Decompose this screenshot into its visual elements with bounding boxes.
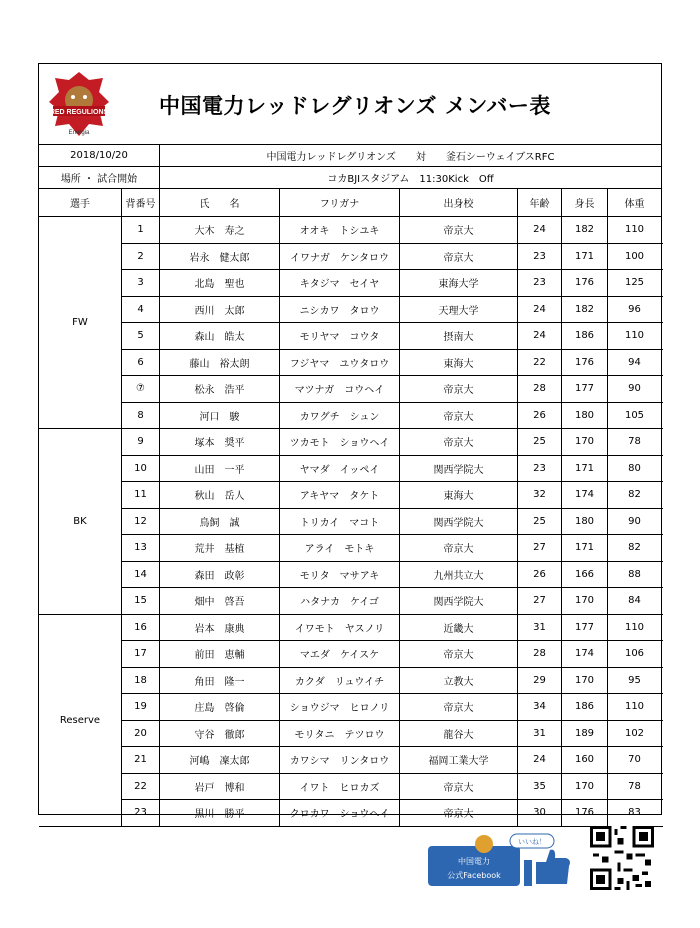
cell-number: 14 xyxy=(121,562,159,588)
table-row xyxy=(121,270,663,297)
column-header-school: 出身校 xyxy=(399,189,517,216)
cell-number: 17 xyxy=(121,641,159,667)
cell-name: 守谷 徹郎 xyxy=(159,721,279,747)
cell-name: 塚本 奨平 xyxy=(159,429,279,455)
table-row xyxy=(121,376,663,403)
cell-name: 岩戸 博和 xyxy=(159,774,279,800)
cell-height: 171 xyxy=(561,244,607,270)
cell-weight: 78 xyxy=(607,774,661,800)
cell-name: 畑中 啓吾 xyxy=(159,588,279,614)
cell-school: 龍谷大 xyxy=(399,721,517,747)
cell-weight: 125 xyxy=(607,270,661,296)
cell-number: 2 xyxy=(121,244,159,270)
cell-school: 帝京大 xyxy=(399,244,517,270)
cell-school: 帝京大 xyxy=(399,403,517,429)
cell-height: 177 xyxy=(561,376,607,402)
cell-number: 13 xyxy=(121,535,159,561)
table-row xyxy=(121,721,663,748)
match-fixture: 中国電力レッドレグリオンズ 対 釜石シーウェイブスRFC xyxy=(159,145,661,166)
cell-weight: 95 xyxy=(607,668,661,694)
cell-school: 立教大 xyxy=(399,668,517,694)
table-row xyxy=(121,615,663,642)
cell-height: 170 xyxy=(561,774,607,800)
group-label: FW xyxy=(39,217,121,429)
cell-kana: キタジマ セイヤ xyxy=(279,270,399,296)
cell-name: 大木 寿之 xyxy=(159,217,279,243)
cell-kana: カワグチ シュン xyxy=(279,403,399,429)
cell-school: 九州共立大 xyxy=(399,562,517,588)
cell-number: 9 xyxy=(121,429,159,455)
cell-weight: 110 xyxy=(607,694,661,720)
cell-kana: モリヤマ コウタ xyxy=(279,323,399,349)
cell-height: 182 xyxy=(561,217,607,243)
cell-age: 29 xyxy=(517,668,561,694)
cell-age: 25 xyxy=(517,509,561,535)
cell-number: 22 xyxy=(121,774,159,800)
cell-number: 5 xyxy=(121,323,159,349)
cell-kana: イワモト ヤスノリ xyxy=(279,615,399,641)
svg-text:公式Facebook: 公式Facebook xyxy=(447,871,501,880)
cell-height: 176 xyxy=(561,350,607,376)
cell-name: 黒川 勝平 xyxy=(159,800,279,826)
match-date: 2018/10/20 xyxy=(70,150,128,161)
cell-number: 15 xyxy=(121,588,159,614)
member-sheet xyxy=(38,63,662,821)
cell-age: 32 xyxy=(517,482,561,508)
page-title: 中国電力レッドレグリオンズ メンバー表 xyxy=(159,94,551,118)
cell-height: 174 xyxy=(561,641,607,667)
team-logo xyxy=(47,70,111,140)
cell-kana: イワト ヒロカズ xyxy=(279,774,399,800)
cell-number: 3 xyxy=(121,270,159,296)
cell-weight: 105 xyxy=(607,403,661,429)
column-header-kana: フリガナ xyxy=(279,189,399,216)
table-row xyxy=(121,509,663,536)
cell-weight: 96 xyxy=(607,297,661,323)
svg-text:中国電力: 中国電力 xyxy=(458,857,490,866)
cell-age: 27 xyxy=(517,588,561,614)
cell-kana: クロカワ ショウヘイ xyxy=(279,800,399,826)
cell-weight: 106 xyxy=(607,641,661,667)
cell-height: 160 xyxy=(561,747,607,773)
cell-kana: ハタナカ ケイゴ xyxy=(279,588,399,614)
cell-kana: ヤマダ イッペイ xyxy=(279,456,399,482)
cell-name: 森田 政彰 xyxy=(159,562,279,588)
table-row xyxy=(121,456,663,483)
cell-weight: 83 xyxy=(607,800,661,826)
cell-height: 166 xyxy=(561,562,607,588)
cell-age: 24 xyxy=(517,217,561,243)
svg-text:RED REGULIONS: RED REGULIONS xyxy=(49,109,109,116)
cell-age: 24 xyxy=(517,747,561,773)
cell-height: 182 xyxy=(561,297,607,323)
cell-name: 松永 浩平 xyxy=(159,376,279,402)
cell-age: 26 xyxy=(517,403,561,429)
cell-weight: 90 xyxy=(607,509,661,535)
column-header-age: 年齢 xyxy=(517,189,561,216)
cell-kana: モリタニ テツロウ xyxy=(279,721,399,747)
cell-kana: ショウジマ ヒロノリ xyxy=(279,694,399,720)
column-header-height: 身長 xyxy=(561,189,607,216)
cell-school: 帝京大 xyxy=(399,641,517,667)
cell-name: 山田 一平 xyxy=(159,456,279,482)
cell-number: 23 xyxy=(121,800,159,826)
cell-school: 東海大学 xyxy=(399,270,517,296)
cell-name: 岩永 健太郎 xyxy=(159,244,279,270)
table-row xyxy=(121,774,663,801)
table-row xyxy=(121,694,663,721)
cell-age: 28 xyxy=(517,376,561,402)
table-row xyxy=(121,217,663,244)
cell-height: 171 xyxy=(561,456,607,482)
cell-height: 170 xyxy=(561,668,607,694)
cell-age: 25 xyxy=(517,429,561,455)
column-header-name: 氏 名 xyxy=(159,189,279,216)
svg-text:Energia: Energia xyxy=(68,130,90,136)
cell-school: 関西学院大 xyxy=(399,509,517,535)
cell-weight: 78 xyxy=(607,429,661,455)
cell-weight: 82 xyxy=(607,535,661,561)
cell-weight: 110 xyxy=(607,323,661,349)
table-row xyxy=(121,244,663,271)
cell-number: 19 xyxy=(121,694,159,720)
table-row xyxy=(121,668,663,695)
cell-weight: 88 xyxy=(607,562,661,588)
cell-weight: 110 xyxy=(607,217,661,243)
cell-name: 荒井 基植 xyxy=(159,535,279,561)
cell-number: 20 xyxy=(121,721,159,747)
cell-school: 近畿大 xyxy=(399,615,517,641)
table-row xyxy=(121,562,663,589)
cell-height: 170 xyxy=(561,588,607,614)
cell-kana: アライ モトキ xyxy=(279,535,399,561)
cell-age: 23 xyxy=(517,456,561,482)
cell-number: 12 xyxy=(121,509,159,535)
cell-weight: 90 xyxy=(607,376,661,402)
facebook-banner xyxy=(428,832,584,888)
column-header-group: 選手 xyxy=(70,199,90,210)
date-row xyxy=(39,145,661,167)
cell-age: 24 xyxy=(517,323,561,349)
cell-age: 26 xyxy=(517,562,561,588)
group-label: Reserve xyxy=(39,615,121,827)
table-row xyxy=(121,350,663,377)
cell-name: 秋山 岳人 xyxy=(159,482,279,508)
cell-number: 6 xyxy=(121,350,159,376)
cell-kana: アキヤマ タケト xyxy=(279,482,399,508)
table-row xyxy=(121,747,663,774)
cell-number: ⑦ xyxy=(121,376,159,402)
cell-age: 35 xyxy=(517,774,561,800)
cell-school: 帝京大 xyxy=(399,800,517,826)
cell-age: 31 xyxy=(517,615,561,641)
cell-height: 176 xyxy=(561,270,607,296)
cell-school: 帝京大 xyxy=(399,535,517,561)
cell-height: 177 xyxy=(561,615,607,641)
table-row xyxy=(121,588,663,615)
column-header-weight: 体重 xyxy=(607,189,661,216)
column-header-row xyxy=(39,189,661,217)
cell-name: 鳥飼 誠 xyxy=(159,509,279,535)
cell-height: 174 xyxy=(561,482,607,508)
table-row xyxy=(121,403,663,430)
cell-weight: 94 xyxy=(607,350,661,376)
table-row xyxy=(121,535,663,562)
cell-height: 170 xyxy=(561,429,607,455)
cell-name: 前田 恵輔 xyxy=(159,641,279,667)
table-row xyxy=(121,800,663,827)
svg-text:いいね！: いいね！ xyxy=(518,838,546,846)
cell-number: 16 xyxy=(121,615,159,641)
cell-weight: 82 xyxy=(607,482,661,508)
table-row xyxy=(121,429,663,456)
column-header-number: 背番号 xyxy=(121,189,159,216)
cell-school: 摂南大 xyxy=(399,323,517,349)
cell-kana: カクダ リュウイチ xyxy=(279,668,399,694)
cell-school: 関西学院大 xyxy=(399,588,517,614)
cell-weight: 110 xyxy=(607,615,661,641)
cell-height: 180 xyxy=(561,403,607,429)
cell-name: 角田 隆一 xyxy=(159,668,279,694)
cell-weight: 70 xyxy=(607,747,661,773)
cell-age: 27 xyxy=(517,535,561,561)
cell-number: 4 xyxy=(121,297,159,323)
cell-weight: 80 xyxy=(607,456,661,482)
cell-school: 帝京大 xyxy=(399,429,517,455)
cell-name: 藤山 裕太朗 xyxy=(159,350,279,376)
cell-number: 21 xyxy=(121,747,159,773)
cell-school: 帝京大 xyxy=(399,774,517,800)
cell-height: 171 xyxy=(561,535,607,561)
cell-kana: トリカイ マコト xyxy=(279,509,399,535)
cell-age: 24 xyxy=(517,297,561,323)
cell-number: 8 xyxy=(121,403,159,429)
cell-school: 関西学院大 xyxy=(399,456,517,482)
cell-kana: マエダ ケイスケ xyxy=(279,641,399,667)
cell-kana: モリタ マサアキ xyxy=(279,562,399,588)
cell-height: 176 xyxy=(561,800,607,826)
table-row xyxy=(121,482,663,509)
cell-weight: 100 xyxy=(607,244,661,270)
cell-kana: ツカモト ショウヘイ xyxy=(279,429,399,455)
venue-value: コカBJIスタジアム 11:30Kick Off xyxy=(159,167,661,188)
cell-age: 23 xyxy=(517,244,561,270)
cell-kana: マツナガ コウヘイ xyxy=(279,376,399,402)
cell-age: 34 xyxy=(517,694,561,720)
cell-name: 森山 皓太 xyxy=(159,323,279,349)
cell-name: 西川 太郎 xyxy=(159,297,279,323)
cell-name: 庄島 啓倫 xyxy=(159,694,279,720)
cell-school: 東海大 xyxy=(399,350,517,376)
cell-number: 11 xyxy=(121,482,159,508)
cell-school: 東海大 xyxy=(399,482,517,508)
cell-weight: 84 xyxy=(607,588,661,614)
cell-height: 186 xyxy=(561,694,607,720)
cell-height: 189 xyxy=(561,721,607,747)
venue-label: 場所 ・ 試合開始 xyxy=(60,174,138,185)
cell-school: 帝京大 xyxy=(399,217,517,243)
cell-kana: ニシカワ タロウ xyxy=(279,297,399,323)
cell-school: 天理大学 xyxy=(399,297,517,323)
cell-number: 18 xyxy=(121,668,159,694)
cell-name: 北島 聖也 xyxy=(159,270,279,296)
cell-number: 1 xyxy=(121,217,159,243)
cell-kana: カワシマ リンタロウ xyxy=(279,747,399,773)
table-row xyxy=(121,641,663,668)
cell-height: 180 xyxy=(561,509,607,535)
cell-height: 186 xyxy=(561,323,607,349)
cell-age: 28 xyxy=(517,641,561,667)
table-row xyxy=(121,297,663,324)
cell-school: 帝京大 xyxy=(399,376,517,402)
cell-number: 10 xyxy=(121,456,159,482)
cell-kana: オオキ トシユキ xyxy=(279,217,399,243)
cell-name: 河嶋 凜太郎 xyxy=(159,747,279,773)
table-row xyxy=(121,323,663,350)
cell-age: 22 xyxy=(517,350,561,376)
cell-kana: フジヤマ ユウタロウ xyxy=(279,350,399,376)
cell-age: 23 xyxy=(517,270,561,296)
cell-name: 河口 駿 xyxy=(159,403,279,429)
cell-kana: イワナガ ケンタロウ xyxy=(279,244,399,270)
group-label: BK xyxy=(39,429,121,615)
cell-age: 30 xyxy=(517,800,561,826)
venue-row xyxy=(39,167,661,189)
cell-age: 31 xyxy=(517,721,561,747)
cell-school: 福岡工業大学 xyxy=(399,747,517,773)
cell-weight: 102 xyxy=(607,721,661,747)
cell-school: 帝京大 xyxy=(399,694,517,720)
qr-code[interactable] xyxy=(590,826,654,890)
cell-name: 岩本 康典 xyxy=(159,615,279,641)
sheet-header xyxy=(39,64,661,145)
